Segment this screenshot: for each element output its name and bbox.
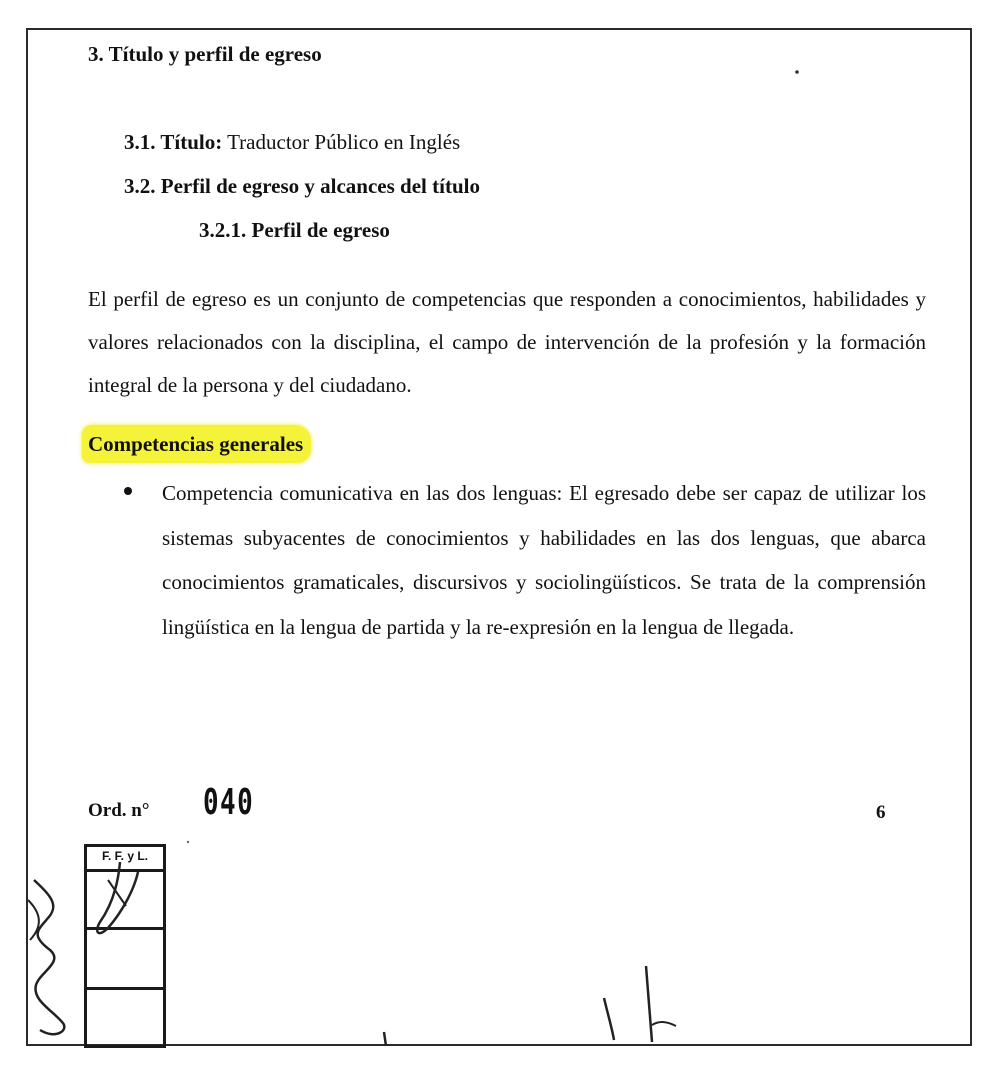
section-title: 3. Título y perfil de egreso [88,42,322,66]
stamp-divider [87,869,163,872]
ord-number: 040 [203,782,255,823]
titulo-label: 3.1. Título: [124,130,223,154]
titulo-value: Traductor Público en Inglés [227,130,461,154]
competencias-heading: Competencias generales [88,432,304,456]
stamp-divider [87,987,163,990]
bullet-icon [124,487,132,495]
page-number: 6 [876,802,886,823]
list-item: Competencia comunicativa en las dos lenguas: El egresado debe ser capaz de utilizar los sistemas subyacentes de conocimientos y habilidades en las dos lenguas, que abarca conocimientos gramaticales, discursivos y sociolingüísticos. Se trata de la comprensión lingüística en la lengua de partida y la re-expresión en la lengua de llegada. [162,481,926,639]
stamp-box [84,844,166,1048]
highlight-marker [82,425,311,463]
stamp-label: F. F. y L. [101,849,148,863]
perfil-alcances-heading: 3.2. Perfil de egreso y alcances del título [124,174,480,198]
perfil-paragraph: El perfil de egreso es un conjunto de competencias que responden a conocimientos, habilidades y valores relacionados con la disciplina, el campo de intervención de la profesión y la formación integral de la persona y del ciudadano. [88,287,926,397]
ord-label: Ord. n° [88,800,150,821]
stamp-divider [87,927,163,930]
titulo-line [124,130,460,155]
perfil-egreso-subheading: 3.2.1. Perfil de egreso [199,218,390,242]
